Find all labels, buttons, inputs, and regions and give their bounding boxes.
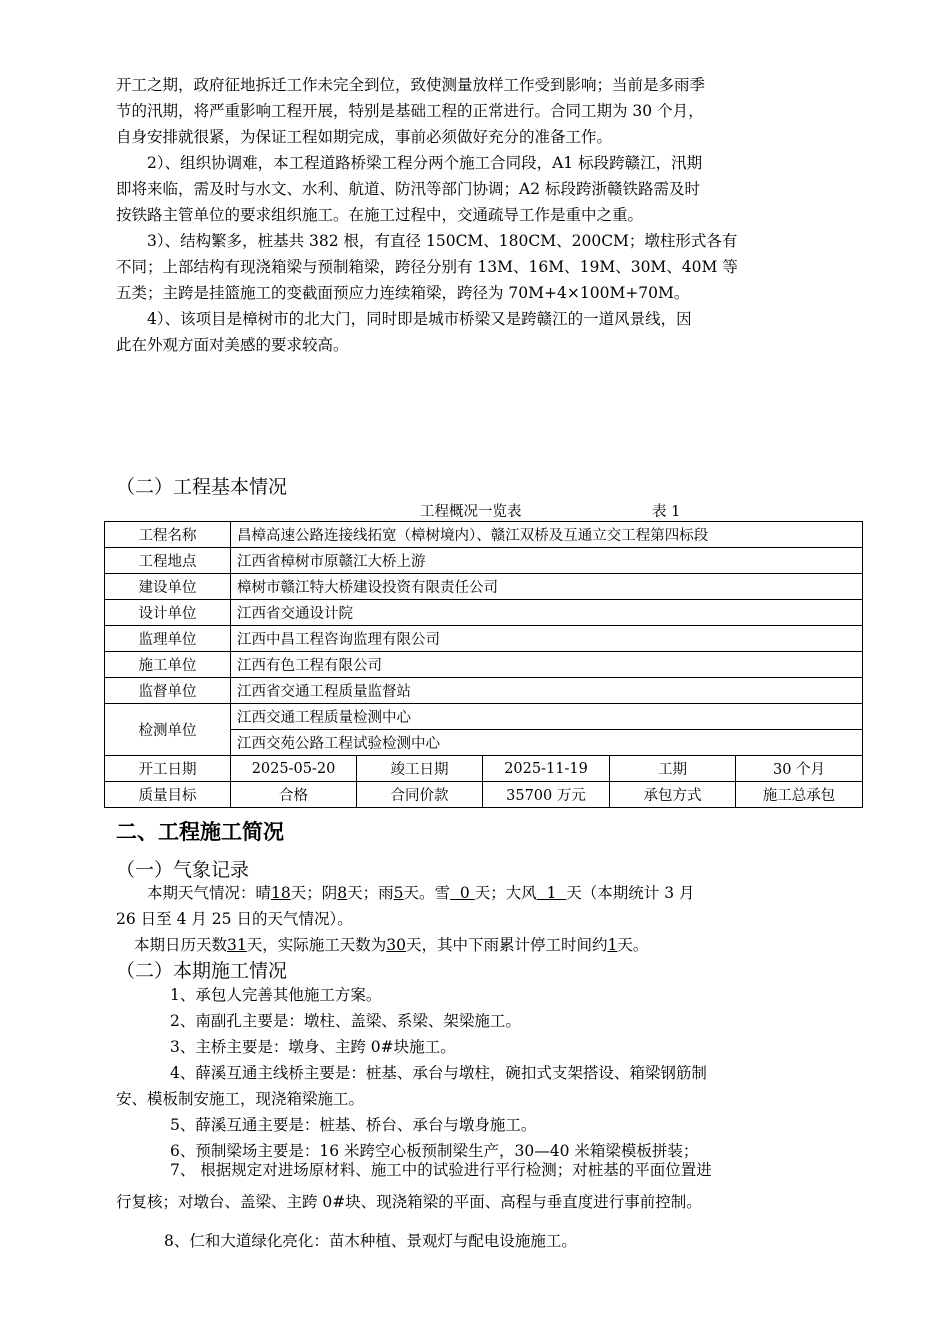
text-line: 节的汛期，将严重影响工程开展，特别是基础工程的正常进行。合同工期为 30 个月，	[116, 102, 704, 120]
text: 天（本期统计 3 月	[566, 884, 695, 902]
row-label: 监督单位	[105, 678, 231, 704]
text-line: 开工之期，政府征地拆迁工作未完全到位，致使测量放样工作受到影响；当前是多雨季	[116, 76, 706, 94]
progress-list-item-7	[116, 1154, 852, 1218]
text: 天；雨	[347, 884, 394, 902]
table-row	[105, 600, 863, 626]
weather-heading: （一）气象记录	[116, 859, 250, 881]
row-label: 建设单位	[105, 574, 231, 600]
table-row	[105, 574, 863, 600]
row-label: 监理单位	[105, 626, 231, 652]
text-line: 五类；主跨是挂篮施工的变截面预应力连续箱梁，跨径为 70M+4×100M+70M。	[116, 284, 690, 302]
row-label: 设计单位	[105, 600, 231, 626]
weather-line-1	[116, 880, 852, 906]
stop-days: 1	[607, 936, 618, 954]
period-label: 工期	[610, 756, 736, 782]
weather-record	[116, 880, 852, 958]
table-caption: 工程概况一览表	[420, 504, 522, 520]
row-label: 工程地点	[105, 548, 231, 574]
price-label: 合同价款	[357, 782, 483, 808]
row-value: 江西中昌工程咨询监理有限公司	[231, 626, 863, 652]
intro-paragraph-1	[116, 72, 852, 150]
text-line: 4）、该项目是樟树市的北大门，同时即是城市桥梁又是跨赣江的一道风景线，因	[147, 310, 692, 328]
work-days: 30	[386, 936, 406, 954]
section-heading-basic-info: （二）工程基本情况	[116, 476, 288, 498]
text-line: 2）、组织协调难，本工程道路桥梁工程分两个施工合同段，A1 标段跨赣江，汛期	[147, 154, 703, 172]
list-item: 4、薛溪互通主线桥主要是：桩基、承台与墩柱，碗扣式支架搭设、箱梁钢筋制	[170, 1064, 707, 1082]
row-label: 检测单位	[105, 704, 231, 756]
weather-line-3	[116, 932, 852, 958]
quality-label: 质量目标	[105, 782, 231, 808]
row-label: 施工单位	[105, 652, 231, 678]
row-value: 江西省樟树市原赣江大桥上游	[231, 548, 863, 574]
text: 天；阴	[290, 884, 338, 902]
wind-days: 1	[536, 884, 567, 902]
text: 天，其中下雨累计停工时间约	[406, 936, 608, 954]
text-line: 3）、结构繁多，桩基共 382 根，有直径 150CM、180CM、200CM；墩柱形式各有	[147, 232, 738, 250]
text: 天。雪	[403, 884, 451, 902]
intro-paragraph-4	[116, 306, 852, 358]
list-item: 6、预制梁场主要是：16 米跨空心板预制梁生产，30—40 米箱梁模板拼装；	[170, 1142, 699, 1160]
list-item: 安、模板制安施工，现浇箱梁施工。	[116, 1090, 365, 1108]
end-date-value: 2025-11-19	[483, 756, 610, 782]
quality-value: 合格	[231, 782, 357, 808]
table-row	[105, 704, 863, 730]
text-line: 即将来临，需及时与水文、水利、航道、防汛等部门协调；A2 标段跨浙赣铁路需及时	[116, 180, 700, 198]
cloudy-days: 8	[337, 884, 348, 902]
start-date-value: 2025-05-20	[231, 756, 357, 782]
row-value: 江西有色工程有限公司	[231, 652, 863, 678]
intro-paragraph-2	[116, 150, 852, 228]
text: 天。	[617, 936, 649, 954]
price-value: 35700 万元	[483, 782, 610, 808]
intro-paragraph-3	[116, 228, 852, 306]
text: 天，实际施工天数为	[246, 936, 387, 954]
snow-days: 0	[450, 884, 475, 902]
row-value: 江西交苑公路工程试验检测中心	[231, 730, 863, 756]
list-item: 5、薛溪互通主要是：桩基、桥台、承台与墩身施工。	[170, 1116, 537, 1134]
contract-value: 施工总承包	[736, 782, 863, 808]
list-item: 2、南副孔主要是：墩柱、盖梁、系梁、架梁施工。	[170, 1012, 521, 1030]
rain-days: 5	[393, 884, 404, 902]
list-item: 8、仁和大道绿化亮化：苗木种植、景观灯与配电设施施工。	[164, 1232, 577, 1250]
table-row	[105, 522, 863, 548]
progress-list-item-8	[116, 1228, 852, 1254]
end-date-label: 竣工日期	[357, 756, 483, 782]
section-heading-construction-summary: 二、工程施工简况	[116, 819, 284, 844]
list-item: 7、 根据规定对进场原材料、施工中的试验进行平行检测；对桩基的平面位置进	[170, 1161, 712, 1179]
row-value: 江西省交通工程质量监督站	[231, 678, 863, 704]
list-item: 1、承包人完善其他施工方案。	[170, 986, 382, 1004]
table-row	[105, 756, 863, 782]
calendar-days: 31	[227, 936, 247, 954]
text-line: 不同；上部结构有现浇箱梁与预制箱梁，跨径分别有 13M、16M、19M、30M、40M 等	[116, 258, 738, 276]
table-row	[105, 626, 863, 652]
text-line: 自身安排就很紧，为保证工程如期完成，事前必须做好充分的准备工作。	[116, 128, 613, 146]
text: 本期天气情况：晴	[147, 884, 272, 902]
weather-line-2: 26 日至 4 月 25 日的天气情况）。	[116, 910, 353, 928]
progress-heading: （二）本期施工情况	[116, 960, 288, 982]
table-row	[105, 548, 863, 574]
text-line: 此在外观方面对美感的要求较高。	[116, 336, 349, 354]
row-label: 工程名称	[105, 522, 231, 548]
row-value: 樟树市赣江特大桥建设投资有限责任公司	[231, 574, 863, 600]
project-overview-table	[104, 521, 863, 808]
list-item: 行复核；对墩台、盖梁、主跨 0#块、现浇箱梁的平面、高程与垂直度进行事前控制。	[116, 1193, 702, 1211]
contract-label: 承包方式	[610, 782, 736, 808]
text: 天；大风	[474, 884, 537, 902]
row-value: 江西交通工程质量检测中心	[231, 704, 863, 730]
start-date-label: 开工日期	[105, 756, 231, 782]
table-number: 表 1	[652, 504, 681, 520]
row-value: 江西省交通设计院	[231, 600, 863, 626]
text: 本期日历天数	[134, 936, 228, 954]
progress-list	[116, 982, 852, 1164]
table-row	[105, 782, 863, 808]
list-item: 3、主桥主要是：墩身、主跨 0#块施工。	[170, 1038, 456, 1056]
table-row	[105, 678, 863, 704]
table-row	[105, 652, 863, 678]
row-value: 昌樟高速公路连接线拓宽（樟树境内）、赣江双桥及互通立交工程第四标段	[231, 522, 863, 548]
period-value: 30 个月	[736, 756, 863, 782]
text-line: 按铁路主管单位的要求组织施工。在施工过程中，交通疏导工作是重中之重。	[116, 206, 644, 224]
sunny-days: 18	[271, 884, 291, 902]
